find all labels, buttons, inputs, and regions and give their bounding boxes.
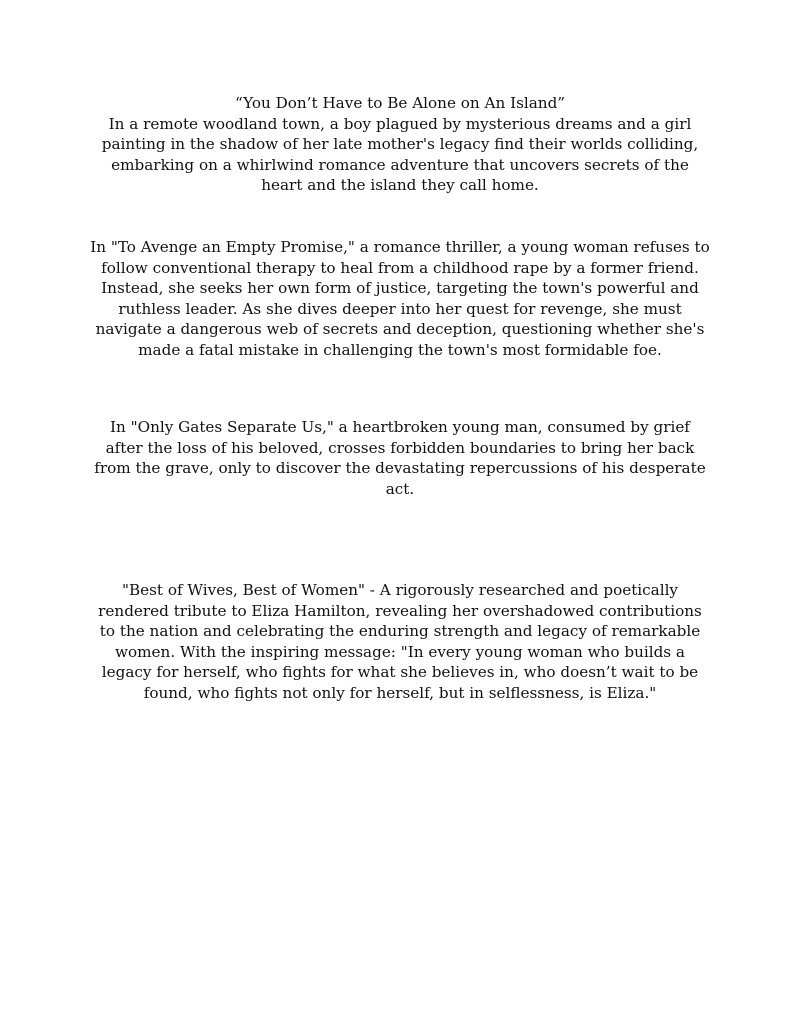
blurb-text: In "To Avenge an Empty Promise," a romance thriller, a young woman refuses to follow conventional therapy to heal from a childhood rape by a former friend. Instead, she seeks her own form of justice, targeting the town's powerful and ruthless leader. As she dives deeper into her quest for revenge, she must navigate a dangerous web of secrets and deception, questioning whether she's made a fatal mistake in challenging the town's most formidable foe. <box>90 238 710 359</box>
blurb-island <box>90 93 710 196</box>
blurb-eliza <box>90 580 710 704</box>
blurb-text: "Best of Wives, Best of Women" - A rigorously researched and poetically rendered tribute to Eliza Hamilton, revealing her overshadowed contributions to the nation and celebrating the enduring strength and legacy of remarkable women. With the inspiring message: "In every young woman who builds a legacy for herself, who fights for what she believes in, who doesn’t wait to be found, who fights not only for herself, but in selflessness, is Eliza." <box>98 581 702 702</box>
blurb-text: In "Only Gates Separate Us," a heartbroken young man, consumed by grief after the loss of his beloved, crosses forbidden boundaries to bring her back from the grave, only to discover the devastating repercussions of his desperate act. <box>94 418 706 498</box>
blurb-title: “You Don’t Have to Be Alone on An Island” <box>234 94 566 112</box>
blurb-text: In a remote woodland town, a boy plagued by mysterious dreams and a girl painting in the shadow of her late mother's legacy find their worlds colliding, embarking on a whirlwind romance adventure that uncovers secrets of the heart and the island they call home. <box>101 114 699 195</box>
blurb-gates <box>90 417 710 499</box>
blurb-avenge <box>90 237 710 361</box>
